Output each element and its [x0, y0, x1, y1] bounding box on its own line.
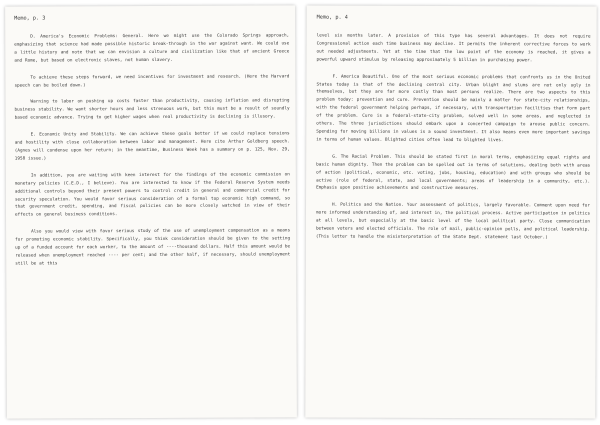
memo-page-3	[5, 5, 297, 418]
paragraph-incentives: To achieve these steps forward, we need incentives for investment and research. (Here the Harvard speech can be boiled down.)	[14, 74, 290, 89]
paragraph-labor-warning: Warning to labor on pushing up costs faster than productivity, causing inflation and disrupting business stability. We want shorter hours and less strenuous work, but this must be a result of soundly based economic advance. Trying to get higher wages when real productivity is declining is illusory.	[14, 98, 290, 121]
paragraph-monetary-policy: In addition, you are waiting with keen interest for the findings of the economic commission on monetary policies (C.E.D., I believe). You are interested to know if the Federal Reserve System needs additional controls beyond their present powers to control credit in general and commercial credit for security speculation. You would favor serious consideration of a formal top economic high command, so that government credit, spending, and fiscal policies can be more closely watched in view of their effects on general business conditions.	[14, 172, 290, 218]
memo-page-4	[305, 5, 596, 418]
paragraph-politics: H. Politics and the Nation. Your assessment of politics, largely favorable. Comment upon need for more informed understanding of, and interest in, the political process. Active participation in politics at all levels, but especially at the basic level of the local political party. Close communication between voters and elected officials. The role of mail, public-opinion polls, and political leadership. (This letter to handle the misinterpretation of the State Dept. statement last October.)	[315, 202, 591, 241]
page-heading: Memo, p. 3	[14, 15, 46, 22]
paragraph-racial-problem: G. The Racial Problem. This should be stated first in moral terms, emphasizing equal rights and basic human dignity. Then the problem can be spelled out in terms of solutions, dealing both with areas of action (political, economic, etc. voting, jobs, housing, education) and with groups who should be active (role of federal, state, and local governments; areas of leadership in a community, etc.). Emphasis upon positive achievements and constructive measures.	[316, 154, 591, 192]
paragraph-america-beautiful: F. America Beautiful. One of the most serious economic problems that confronts us in the United States today is that of the declining central city. Urban blight and slums are not only ugly in themselves, but they are far more costly than most persons realize. There are two aspects to this problem today: prevention and cure. Prevention should be mainly a matter for state-city relationships, with the federal government helping perhaps, if necessary, with transportation facilities that form part of the problem. Cure is a federal-state-city problem, solved well in some areas, and neglected in others. The three jurisdictions should embark upon a concerted campaign to arouse public concern. Spending for moving billions in values is a sound investment. It also means even more important savings in terms of human values. Blighted cities often lead to blighted lives.	[316, 74, 591, 144]
page-heading: Memo, p. 4	[316, 14, 348, 21]
paragraph-economic-unity: E. Economic Unity and Stability. We can achieve these goals better if we could replace tensions and hostility with close collaboration between labor and management. Here cite Arthur Goldberg speech. (Agnes will condense upon her return; in the meantime, Business Week has a summary on p. 125, Nov. 29, 1958 issue.)	[14, 131, 290, 162]
paragraph-economic-problems: D. America's Economic Problems: General. Here we might use the Colorado Springs approach, emphasizing that science had made possible historic break-through in the war against want. We could use a little history and note that we can envision a culture and civilization like that of ancient Greece and Rome, but based on electronic slaves, not human slavery.	[14, 33, 290, 64]
paragraph-continuation: level six months later. A provision of this type has several advantages. It does not require Congressional action each time business may decline. It permits the inherent corrective forces to work out needed adjustments. Yet at the time that the low point of the economy is reached, it gives a powerful upward stimulus by releasing approximately 5 billion in purchasing power.	[316, 33, 591, 64]
paragraph-unemployment: Also you would view with favor serious study of the use of unemployment compensation as a means for promoting economic stability. Specifically, you think consideration should be given to the setting up of a funded account for each worker, to the amount of ----thousand dollars. Half this amount would be released when unemployment reached ---- per cent; and the other half, if necessary, should unemployment still be at this	[15, 228, 291, 267]
